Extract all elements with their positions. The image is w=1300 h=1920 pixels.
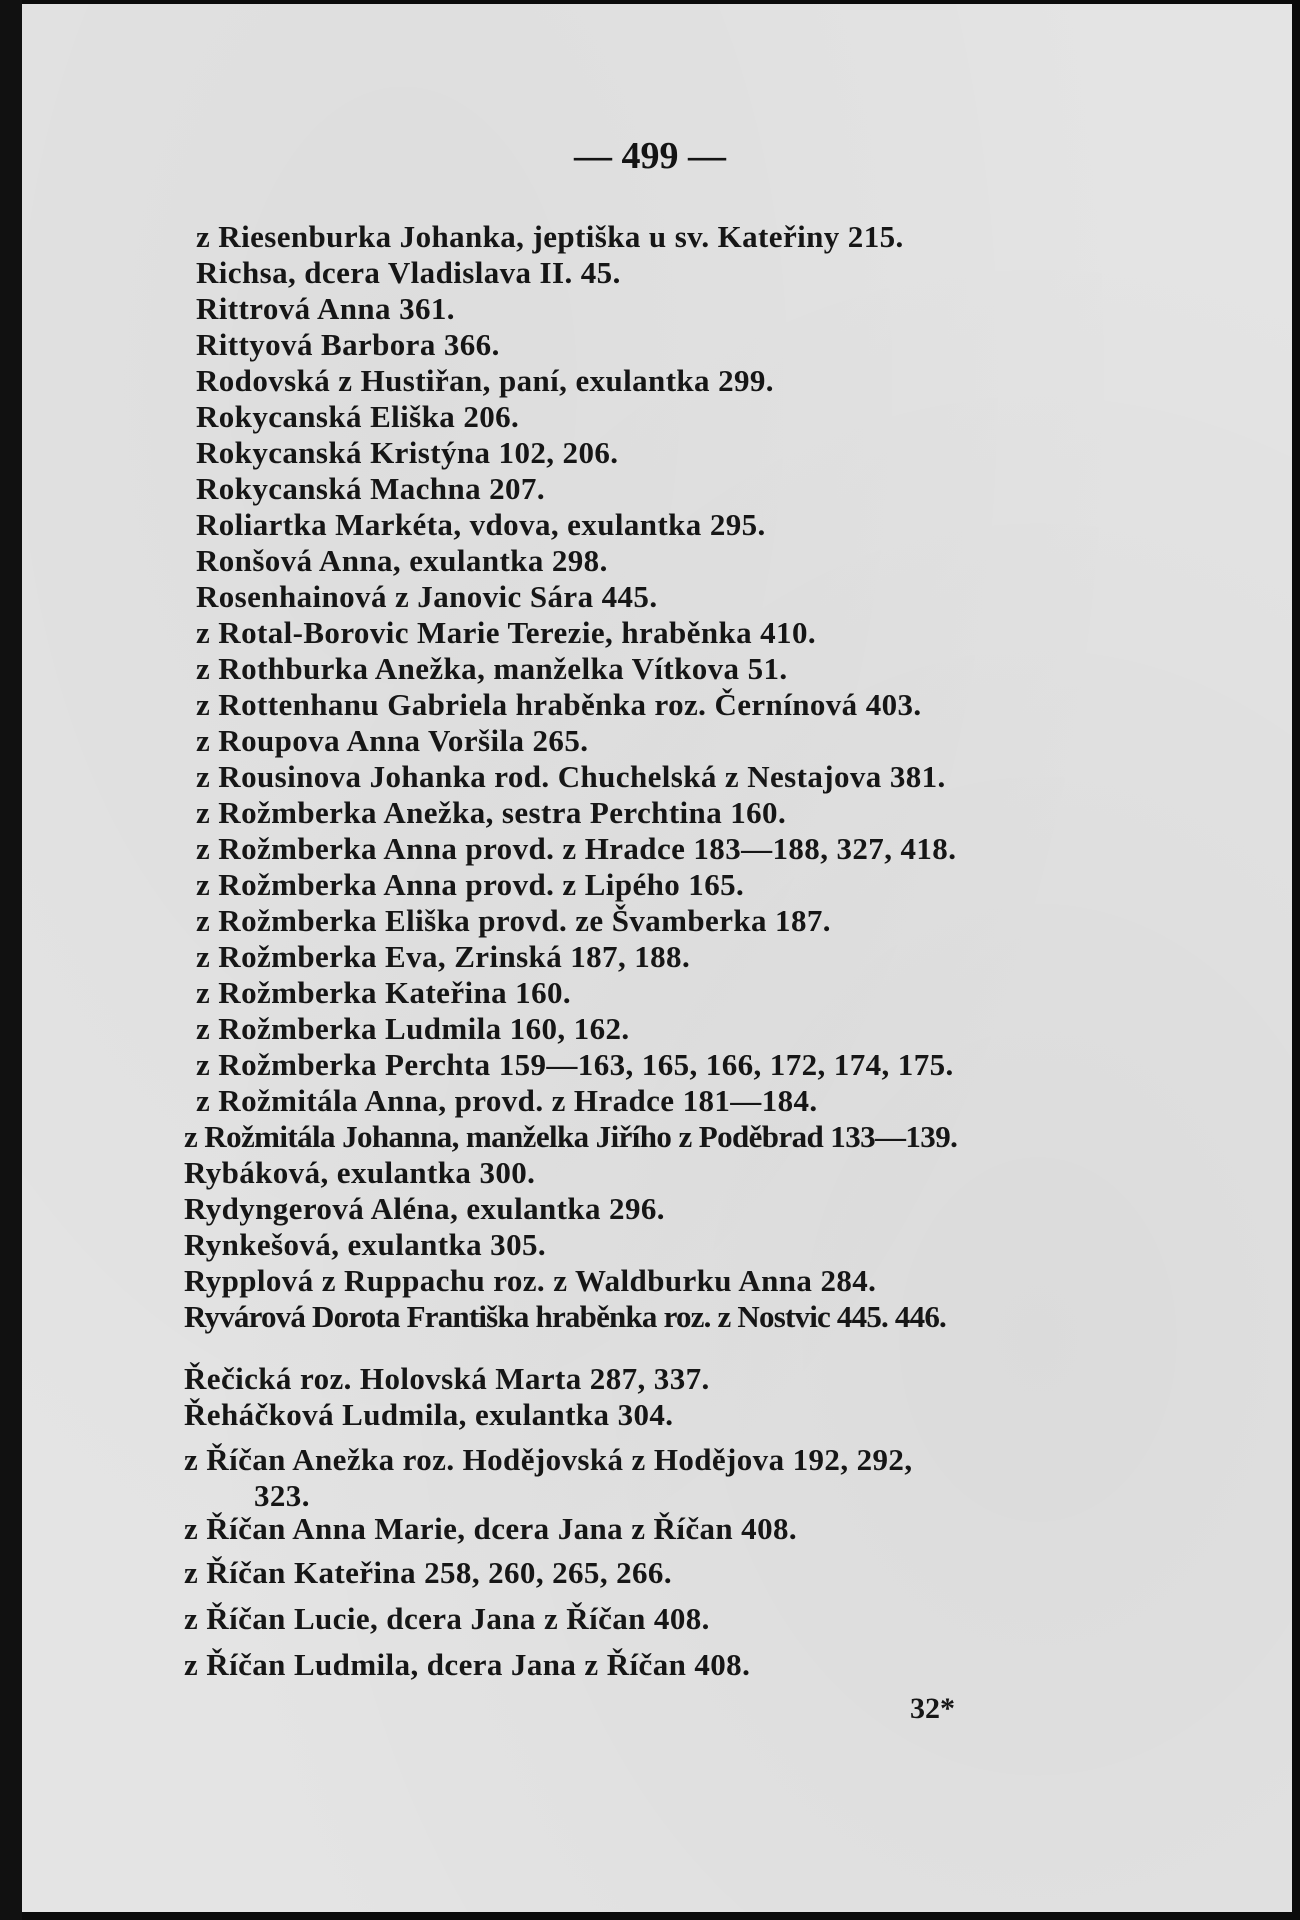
index-entry: z Rožmberka Eva, Zrinská 187, 188. <box>196 939 691 974</box>
index-entry: z Rožmberka Kateřina 160. <box>196 975 572 1010</box>
index-entry: Rosenhainová z Janovic Sára 445. <box>196 579 658 614</box>
index-entry: z Říčan Anežka roz. Hodějovská z Hodějova 192, 292, <box>184 1442 913 1477</box>
index-entry: Rokycanská Eliška 206. <box>196 399 520 434</box>
index-entry: z Říčan Ludmila, dcera Jana z Říčan 408. <box>184 1647 751 1682</box>
index-entry: z Roupova Anna Voršila 265. <box>196 723 589 758</box>
index-entry: z Rotal-Borovic Marie Terezie, hraběnka 410. <box>196 615 816 650</box>
index-entry: Rydyngerová Aléna, exulantka 296. <box>184 1191 665 1226</box>
index-entry: z Rožmberka Anežka, sestra Perchtina 160. <box>196 795 787 830</box>
page-gutter <box>0 0 22 1920</box>
index-entry: z Rothburka Anežka, manželka Vítkova 51. <box>196 651 788 686</box>
index-entry: 323. <box>254 1478 310 1513</box>
index-entry: Richsa, dcera Vladislava II. 45. <box>196 255 621 290</box>
index-entry: Řečická roz. Holovská Marta 287, 337. <box>184 1361 710 1396</box>
index-entry: Roliartka Markéta, vdova, exulantka 295. <box>196 507 766 542</box>
index-entry: Řeháčková Ludmila, exulantka 304. <box>184 1397 674 1432</box>
index-entry: z Rožmitála Johanna, manželka Jiřího z Poděbrad 133—139. <box>184 1119 958 1154</box>
index-entry: z Říčan Kateřina 258, 260, 265, 266. <box>184 1555 672 1590</box>
index-entry: z Rožmberka Ludmila 160, 162. <box>196 1011 630 1046</box>
index-entry: z Rousinova Johanka rod. Chuchelská z Nestajova 381. <box>196 759 946 794</box>
index-entry: z Říčan Lucie, dcera Jana z Říčan 408. <box>184 1601 710 1636</box>
index-entry: Rokycanská Kristýna 102, 206. <box>196 435 619 470</box>
index-entry: z Rožmberka Anna provd. z Hradce 183—188, 327, 418. <box>196 831 957 866</box>
index-entry: Ronšová Anna, exulantka 298. <box>196 543 608 578</box>
index-entry: z Rottenhanu Gabriela hraběnka roz. Černínová 403. <box>196 687 922 722</box>
index-entry: z Rožmberka Anna provd. z Lipého 165. <box>196 867 745 902</box>
index-entry: Rodovská z Hustiřan, paní, exulantka 299. <box>196 363 774 398</box>
index-entry: z Rožmberka Perchta 159—163, 165, 166, 172, 174, 175. <box>196 1047 954 1082</box>
index-entry: Rynkešová, exulantka 305. <box>184 1227 547 1262</box>
index-entry: Rittyová Barbora 366. <box>196 327 500 362</box>
index-entry: Rittrová Anna 361. <box>196 291 455 326</box>
signature-mark: 32* <box>910 1692 955 1725</box>
index-entry: Rypplová z Ruppachu roz. z Waldburku Anna 284. <box>184 1263 877 1298</box>
index-entry: Ryvárová Dorota Františka hraběnka roz. z Nostvic 445. 446. <box>184 1299 946 1334</box>
index-entry: z Riesenburka Johanka, jeptiška u sv. Kateřiny 215. <box>196 219 904 254</box>
index-entry: Rybáková, exulantka 300. <box>184 1155 536 1190</box>
page-number: — 499 — <box>574 135 726 177</box>
index-entry: Rokycanská Machna 207. <box>196 471 545 506</box>
index-entry: z Rožmberka Eliška provd. ze Švamberka 187. <box>196 903 831 938</box>
index-entry: z Rožmitála Anna, provd. z Hradce 181—184. <box>196 1083 818 1118</box>
index-entry: z Říčan Anna Marie, dcera Jana z Říčan 408. <box>184 1511 798 1546</box>
